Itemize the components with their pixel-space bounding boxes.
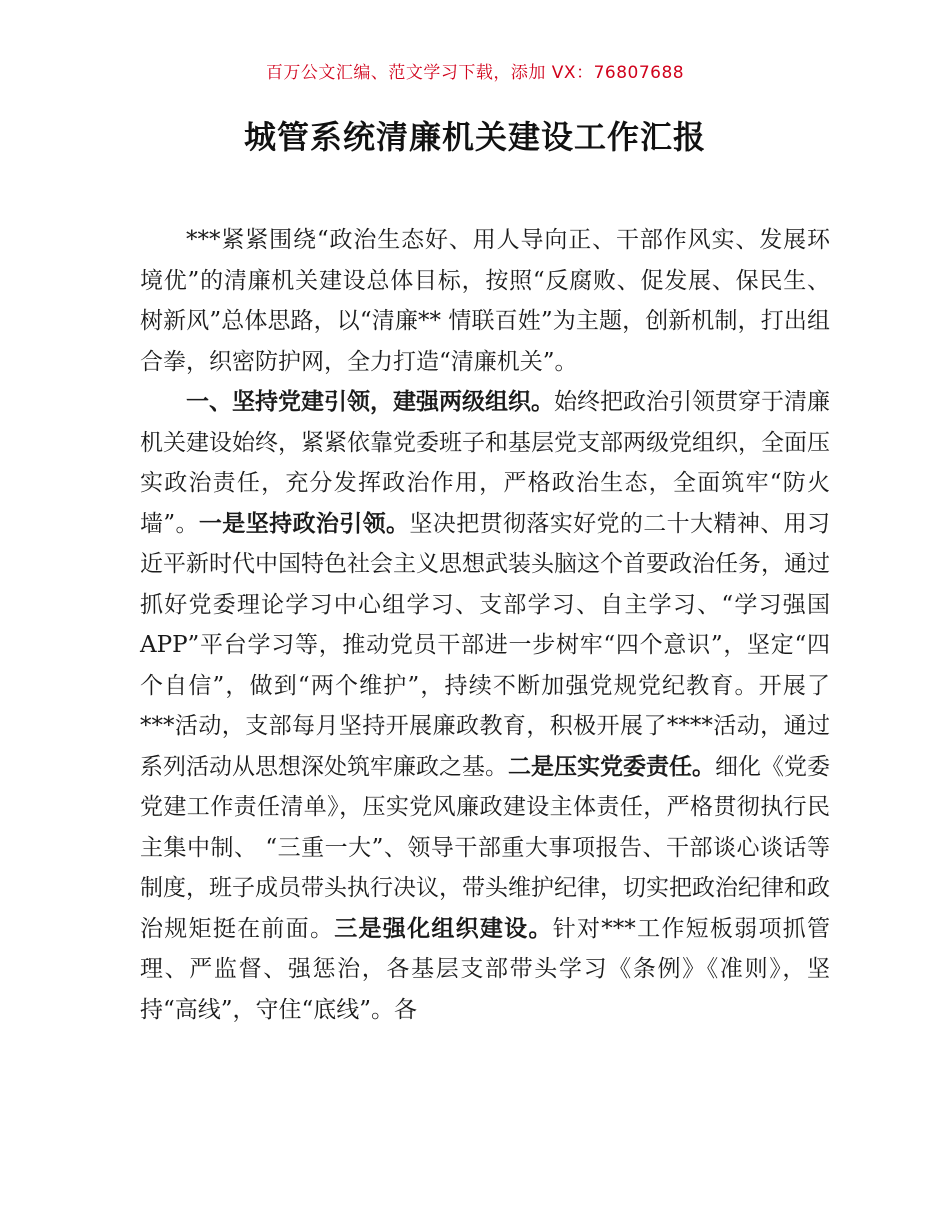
section-heading: 一、坚持党建引领，建强两级组织。 (186, 389, 554, 415)
paragraph-section-1 (140, 382, 830, 1030)
paragraph-text: 始终把政治引领贯穿于清廉机关建设始终，紧紧依靠党委班子和基层党支部两级党组织，全面压实政治责任，充分发挥政治作用，严格政治生态，全面筑牢“防火墙”。 (140, 389, 830, 537)
paragraph-text: 针对***工作短板弱项抓管理、严监督、强惩治，各基层支部带头学习《条例》《准则》，坚持“高线”，守住“底线”。各 (140, 915, 831, 1023)
page-title: 城管系统清廉机关建设工作汇报 (243, 118, 706, 156)
paragraph-text: 细化《党委党建工作责任清单》，压实党风廉政建设主体责任，严格贯彻执行民主集中制、 “三重一大”、领导干部重大事项报告、干部谈心谈话等制度，班子成员带头执行决议，带头维护纪律，切实把政治纪律和政治规矩挺在前面。 (140, 753, 830, 942)
subheading-1: 一是坚持政治引领。 (198, 510, 410, 537)
subheading-2: 二是压实党委责任。 (508, 753, 715, 780)
paragraph-text: 坚决把贯彻落实好党的二十大精神、用习近平新时代中国特色社会主义思想武装头脑这个首要政治任务，通过抓好党委理论学习中心组学习、支部学习、自主学习、“学习强国 APP”平台学习等，推动党员干部进一步树牢“四个意识”，坚定“四个自信”，做到“两个维护”，持续不断加强党规党纪教育。开展了***活动，支部每月坚持开展廉政教育，积极开展了****活动，通过系列活动从思想深处筑牢廉政之基。 (140, 510, 831, 780)
paragraph-intro: ***紧紧围绕“政治生态好、用人导向正、干部作风实、发展环境优”的清廉机关建设总体目标，按照“反腐败、促发展、保民生、树新风”总体思路，以“清廉** 情联百姓”为主题，创新机制，打出组合拳，织密防护网，全力打造“清廉机关”。 (140, 227, 830, 375)
subheading-3: 三是强化组织建设。 (334, 915, 553, 942)
watermark-header: 百万公文汇编、范文学习下载，添加 VX：76807688 (265, 63, 685, 83)
document-body (140, 220, 830, 1030)
